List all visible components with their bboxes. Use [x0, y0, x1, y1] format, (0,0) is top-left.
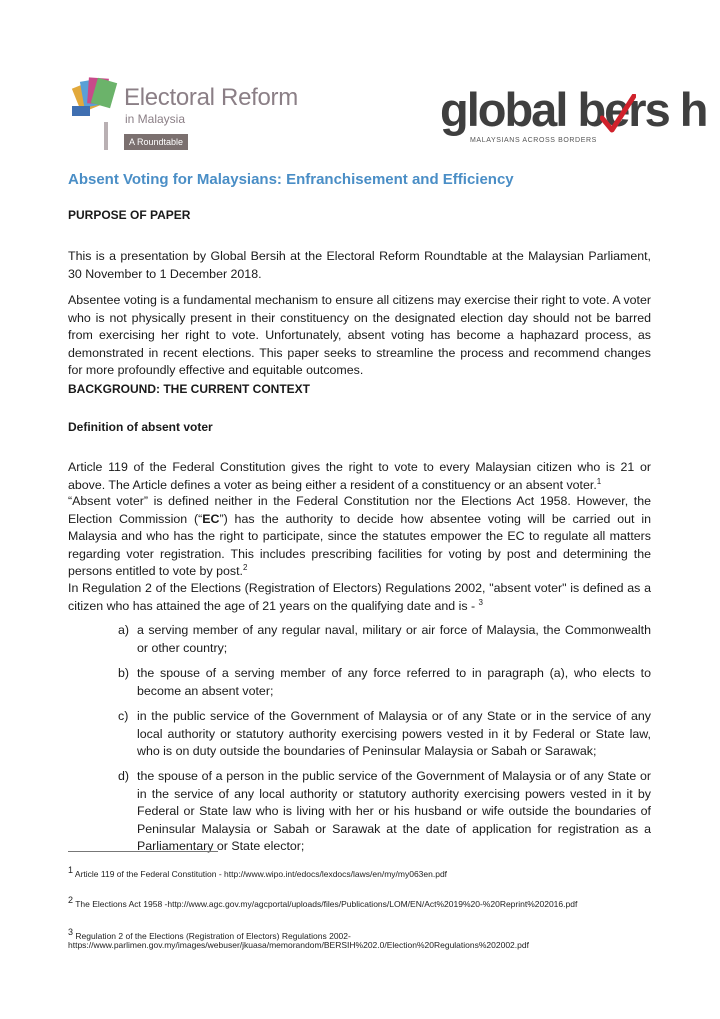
logo-badge: A Roundtable	[124, 134, 188, 150]
list-item-letter: d)	[118, 769, 130, 783]
definition-heading: Definition of absent voter	[68, 420, 213, 434]
paragraph-text: “Absent voter” is defined neither in the Federal Constitution nor the Elections Act 1958. However, the Election Commission (“	[68, 494, 651, 526]
footnote-number: 3	[68, 927, 74, 937]
list-item-letter: c)	[118, 709, 129, 723]
background-heading: BACKGROUND: THE CURRENT CONTEXT	[68, 382, 310, 396]
document-title: Absent Voting for Malaysians: Enfranchisement and Efficiency	[68, 171, 514, 188]
list-item-text: in the public service of the Government of Malaysia or of any State or in the service of any local authority or statutory authority exercising powers vested in it by Federal or State law, who is on duty outside the boundaries of Peninsular Malaysia or Sabah or Sarawak;	[137, 709, 651, 758]
purpose-paragraph-2: Absentee voting is a fundamental mechanism to ensure all citizens may exercise their right to vote. A voter who is not physically present in their constituency on the designated election day should not be barred from exercising her right to vote. Unfortunately, absent voting has become a haphazard process, as demonstrated in recent elections. This paper seeks to streamline the process and recommend changes for more profoundly effective and equitable outcomes.	[68, 293, 651, 377]
list-item-letter: a)	[118, 623, 130, 637]
paragraph-text: Article 119 of the Federal Constitution gives the right to vote to every Malaysian citizen who is 21 or above. The Article defines a voter as being either a resident of a constituency or an absent voter.	[68, 460, 651, 492]
ec-abbreviation: EC	[202, 511, 220, 526]
paragraph-text: ”) has the authority to decide how absentee voting will be carried out in Malaysia and who has the right to participate, since the statutes empower the EC to regulate all matters regarding voter registration. This includes prescribing facilities for voting by post and determining the persons entitled to vote by post.	[68, 511, 651, 578]
checkmark-icon	[600, 94, 636, 134]
logo-divider	[104, 122, 108, 150]
definition-paragraph-3	[68, 580, 651, 615]
purpose-heading: PURPOSE OF PAPER	[68, 208, 191, 222]
footnote-1	[68, 864, 668, 880]
logo-tagline: MALAYSIANS ACROSS BORDERS	[470, 137, 597, 144]
footnote-text: The Elections Act 1958 -http://www.agc.gov.my/agcportal/uploads/files/Publications/LOM/EN/Act%2019%20-%20Reprint%202016.pdf	[73, 898, 578, 909]
list-item-letter: b)	[118, 666, 130, 680]
footnote-ref: 1	[596, 476, 602, 486]
footnote-text: Article 119 of the Federal Constitution - http://www.wipo.int/edocs/lexdocs/laws/en/my/my063en.pdf	[73, 868, 448, 879]
electoral-reform-logo	[70, 74, 310, 154]
footnote-ref: 2	[242, 562, 248, 572]
paragraph-text: In Regulation 2 of the Elections (Registration of Electors) Regulations 2002, "absent voter" is defined as a citizen who has attained the age of 21 years on the qualifying date and is -	[68, 581, 651, 613]
footnote-divider	[68, 851, 218, 852]
footnote-number: 2	[68, 895, 74, 905]
purpose-paragraph-1: This is a presentation by Global Bersih at the Electoral Reform Roundtable at the Malaysian Parliament, 30 November to 1 December 2018.	[68, 249, 651, 281]
footnote-text: Regulation 2 of the Elections (Registration of Electors) Regulations 2002-	[73, 930, 351, 941]
footnote-3-url: https://www.parlimen.gov.my/images/webuser/jkuasa/memorandom/BERSIH%202.0/Election%20Regulations%202002.pdf	[68, 940, 529, 950]
logo-subtitle: in Malaysia	[125, 112, 186, 126]
footnote-2	[68, 894, 668, 910]
logo-wordmark: global bers h	[440, 83, 707, 136]
footnote-ref: 3	[478, 597, 483, 607]
definition-paragraph-2	[68, 493, 651, 581]
definition-paragraph-1	[68, 459, 651, 494]
logo-title: Electoral Reform	[124, 84, 298, 111]
ballot-cards-icon	[70, 74, 120, 120]
footnote-number: 1	[68, 865, 74, 875]
list-item-text: the spouse of a person in the public service of the Government of Malaysia or of any State or in the service of any local authority or statutory authority exercising powers vested in it by Federal or State law who is living with her or his husband or wife outside the boundaries of Peninsular Malaysia or Sabah or Sarawak at the date of application for registration as a Parliamentary or State elector;	[137, 769, 651, 853]
list-item-text: the spouse of a serving member of any force referred to in paragraph (a), who elects to become an absent voter;	[137, 666, 651, 698]
global-bersih-logo	[440, 83, 707, 152]
list-item-text: a serving member of any regular naval, military or air force of Malaysia, the Commonwealth or other country;	[137, 623, 651, 655]
